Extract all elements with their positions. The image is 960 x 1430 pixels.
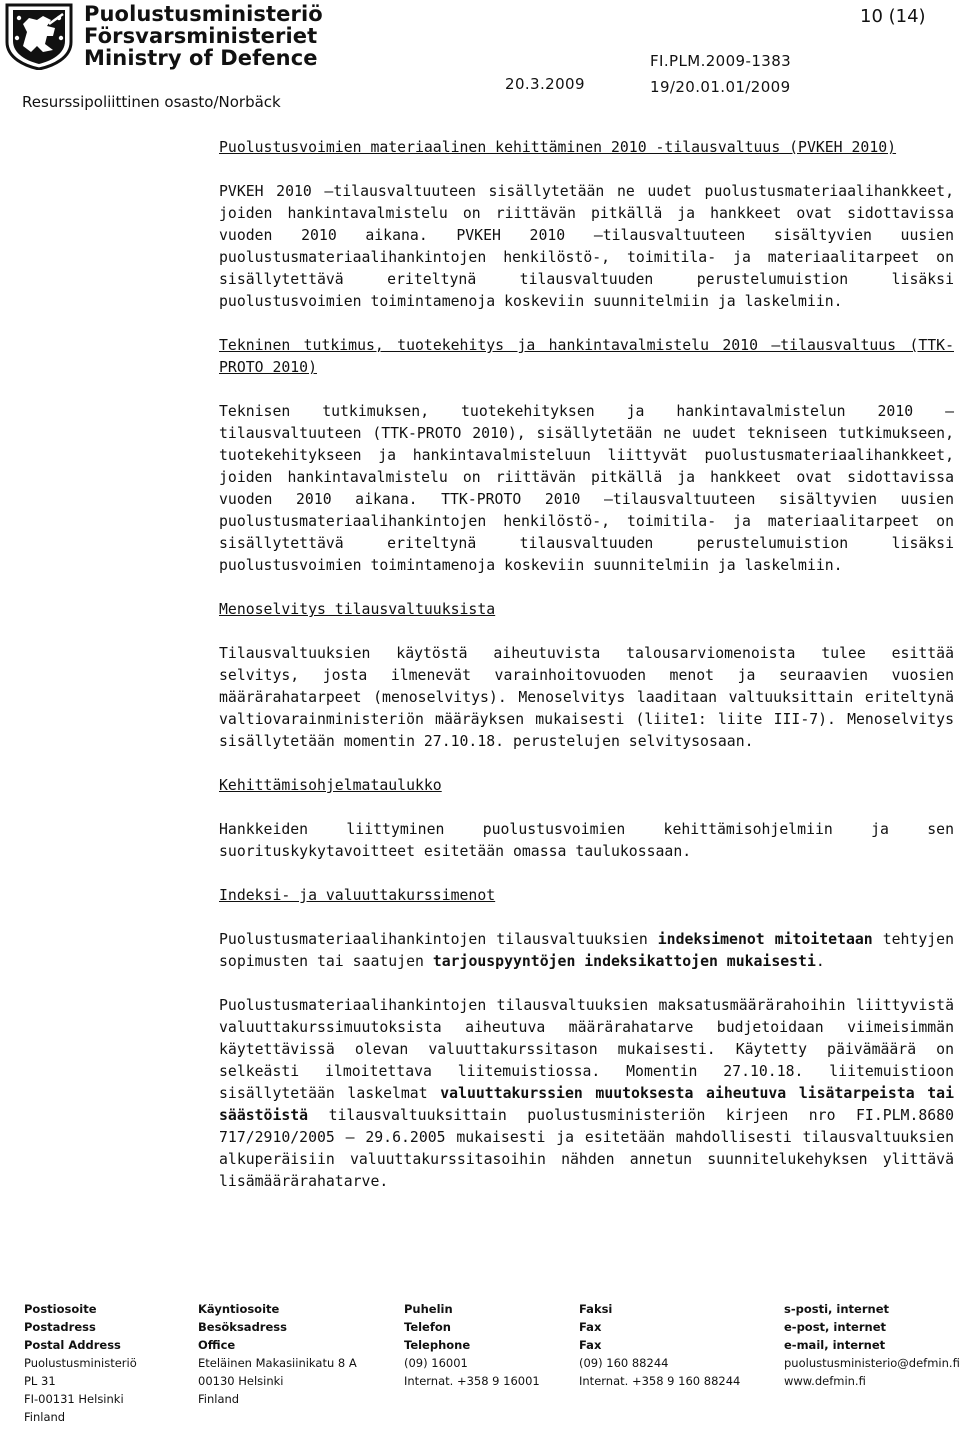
section-title-indeksi: Indeksi- ja valuuttakurssimenot bbox=[219, 887, 496, 904]
footer-label: Fax bbox=[579, 1320, 602, 1334]
footer-value: PL 31 bbox=[24, 1374, 56, 1388]
footer-label: s-posti, internet bbox=[784, 1302, 889, 1316]
document-id-line-1: FI.PLM.2009-1383 bbox=[650, 52, 792, 70]
footer-label: Telefon bbox=[404, 1320, 451, 1334]
footer-value: Finland bbox=[24, 1410, 66, 1424]
footer-label: Postiosoite bbox=[24, 1302, 97, 1316]
bold-text-run: tarjouspyyntöjen indeksikattojen mukaisesti bbox=[432, 953, 816, 970]
text-run: Puolustusmateriaalihankintojen tilausvaltuuksien maksatusmäärärahoihin liittyvistä valuuttakurssimuutoksista aiheutuva määrärahatarve budjetoidaan viimeisimmän käytettävissä olevan valuuttakurssitason mukaisesti. Käytetty päivämäärä on selkeästi ilmoitettava liitemuistiossa. Momentin 27.10.18. liitemuistioon sisällytetään laskelmat bbox=[219, 997, 954, 1102]
section-title-menoselvitys: Menoselvitys tilausvaltuuksista bbox=[219, 601, 496, 618]
footer-label: Käyntiosoite bbox=[198, 1302, 280, 1316]
document-id bbox=[650, 48, 791, 100]
section-text-menoselvitys: Tilausvaltuuksien käytöstä aiheutuvista talousarviomenoista tulee esittää selvitys, josta ilmenevät varainhoitovuoden menot ja seuraavien vuosien määrärahatarpeet (menoselvitys). Menoselvitys laaditaan valtuuksittain eriteltynä valtiovarainministeriön määräyksen mukaisesti (liite1: liite III-7). Menoselvitys sisällytetään momentin 27.10.18. perustelujen selvitysosaan. bbox=[219, 645, 954, 750]
page-number: 10 (14) bbox=[860, 6, 926, 27]
section-title-kehittamisohjelma: Kehittämisohjelmataulukko bbox=[219, 777, 442, 794]
footer-label: Office bbox=[198, 1338, 236, 1352]
footer-fax bbox=[579, 1300, 740, 1390]
footer-postal-address bbox=[24, 1300, 137, 1426]
footer-value: FI-00131 Helsinki bbox=[24, 1392, 124, 1406]
bold-text-run: indeksimenot mitoitetaan bbox=[657, 931, 873, 948]
footer-email-link[interactable]: puolustusministerio@defmin.fi bbox=[784, 1356, 960, 1370]
department-unit: Resurssipoliittinen osasto/Norbäck bbox=[22, 93, 281, 111]
footer-value: Eteläinen Makasiinikatu 8 A bbox=[198, 1356, 357, 1370]
footer-label: Telephone bbox=[404, 1338, 471, 1352]
footer-label: Postadress bbox=[24, 1320, 96, 1334]
ministry-name-fi: Puolustusministeriö bbox=[84, 2, 323, 26]
text-run: Puolustusmateriaalihankintojen tilausvaltuuksien bbox=[219, 931, 658, 948]
footer-office-address bbox=[198, 1300, 357, 1408]
section-text-ttk-proto: Teknisen tutkimuksen, tuotekehityksen ja hankintavalmistelun 2010 –tilausvaltuuteen (TTK-PROTO 2010), sisällytetään ne uudet tekniseen tutkimukseen, tuotekehitykseen ja hankintavalmisteluun liittyvät puolustusmateriaalihankkeet, joiden hankintavalmistelu on riittävän pitkällä ja hankkeet ovat sidottavissa vuoden 2010 aikana. TTK-PROTO 2010 –tilausvaltuuteen sisältyvien uusien puolustusmateriaalihankintojen henkilöstö-, toimitila- ja materiaalitarpeet on sisällytettävä eriteltynä tilausvaltuuden perustelumuistion lisäksi puolustusvoimien toimintamenoja koskeviin suunnitelmiin ja laskelmiin. bbox=[219, 403, 954, 574]
section-title-ttk-proto: Tekninen tutkimus, tuotekehitys ja hankintavalmistelu 2010 –tilausvaltuus (TTK-PROTO 2010) bbox=[219, 337, 954, 376]
footer-value: (09) 16001 bbox=[404, 1356, 468, 1370]
ministry-name-sv: Försvarsministeriet bbox=[84, 24, 318, 48]
finnish-lion-crest-icon bbox=[3, 2, 75, 70]
footer-value: (09) 160 88244 bbox=[579, 1356, 669, 1370]
footer-value: Finland bbox=[198, 1392, 240, 1406]
section-text-pvkeh: PVKEH 2010 –tilausvaltuuteen sisällytetään ne uudet puolustusmateriaalihankkeet, joiden hankintavalmistelu on riittävän pitkällä ja hankkeet ovat sidottavissa vuoden 2010 aikana. PVKEH 2010 –tilausvaltuuteen sisältyvien uusien puolustusmateriaalihankintojen henkilöstö-, toimitila- ja materiaalitarpeet on sisällytettävä eriteltynä tilausvaltuuden perustelumuistion lisäksi puolustusvoimien toimintamenoja koskeviin suunnitelmiin ja laskelmiin. bbox=[219, 183, 954, 310]
footer-website-link[interactable]: www.defmin.fi bbox=[784, 1374, 866, 1388]
footer-label: Faksi bbox=[579, 1302, 613, 1316]
letterhead bbox=[0, 0, 960, 120]
footer-label: Puhelin bbox=[404, 1302, 453, 1316]
section-title-pvkeh: Puolustusvoimien materiaalinen kehittäminen 2010 -tilausvaltuus (PVKEH 2010) bbox=[219, 139, 897, 156]
document-date: 20.3.2009 bbox=[505, 75, 585, 93]
section-text-kehittamisohjelma: Hankkeiden liittyminen puolustusvoimien kehittämisohjelmiin ja sen suorituskykytavoitteet esitetään omassa taulukossaan. bbox=[219, 821, 954, 860]
text-run: tilausvaltuuksittain puolustusministeriön kirjeen nro FI.PLM.8680 717/2910/2005 – 29.6.2005 mukaisesti ja esitetään mahdollisesti tilausvaltuuksien alkuperäisiin valuuttakurssitasoihin nähden annetun suunnitelukehyksen ylittävä lisämäärärahatarve. bbox=[219, 1107, 954, 1190]
footer-label: e-mail, internet bbox=[784, 1338, 886, 1352]
document-id-line-2: 19/20.01.01/2009 bbox=[650, 78, 791, 96]
footer-label: e-post, internet bbox=[784, 1320, 887, 1334]
document-body bbox=[219, 137, 954, 1193]
footer-label: Fax bbox=[579, 1338, 602, 1352]
section-text-indeksi-1 bbox=[219, 929, 954, 973]
footer-telephone bbox=[404, 1300, 540, 1390]
text-run: . bbox=[815, 953, 825, 970]
footer-label: Besöksadress bbox=[198, 1320, 287, 1334]
footer-email-internet bbox=[784, 1300, 960, 1390]
footer-value: 00130 Helsinki bbox=[198, 1374, 284, 1388]
footer-value: Internat. +358 9 16001 bbox=[404, 1374, 540, 1388]
text-run: tehtyjen sopimusten tai saatujen bbox=[219, 931, 955, 970]
ministry-name-en: Ministry of Defence bbox=[84, 46, 318, 70]
section-text-indeksi-2 bbox=[219, 995, 954, 1193]
contact-footer bbox=[0, 1300, 960, 1430]
footer-label: Postal Address bbox=[24, 1338, 121, 1352]
footer-value: Puolustusministeriö bbox=[24, 1356, 137, 1370]
footer-value: Internat. +358 9 160 88244 bbox=[579, 1374, 741, 1388]
bold-text-run: valuuttakurssien muutoksesta aiheutuva lisätarpeista tai säästöistä bbox=[219, 1085, 954, 1124]
